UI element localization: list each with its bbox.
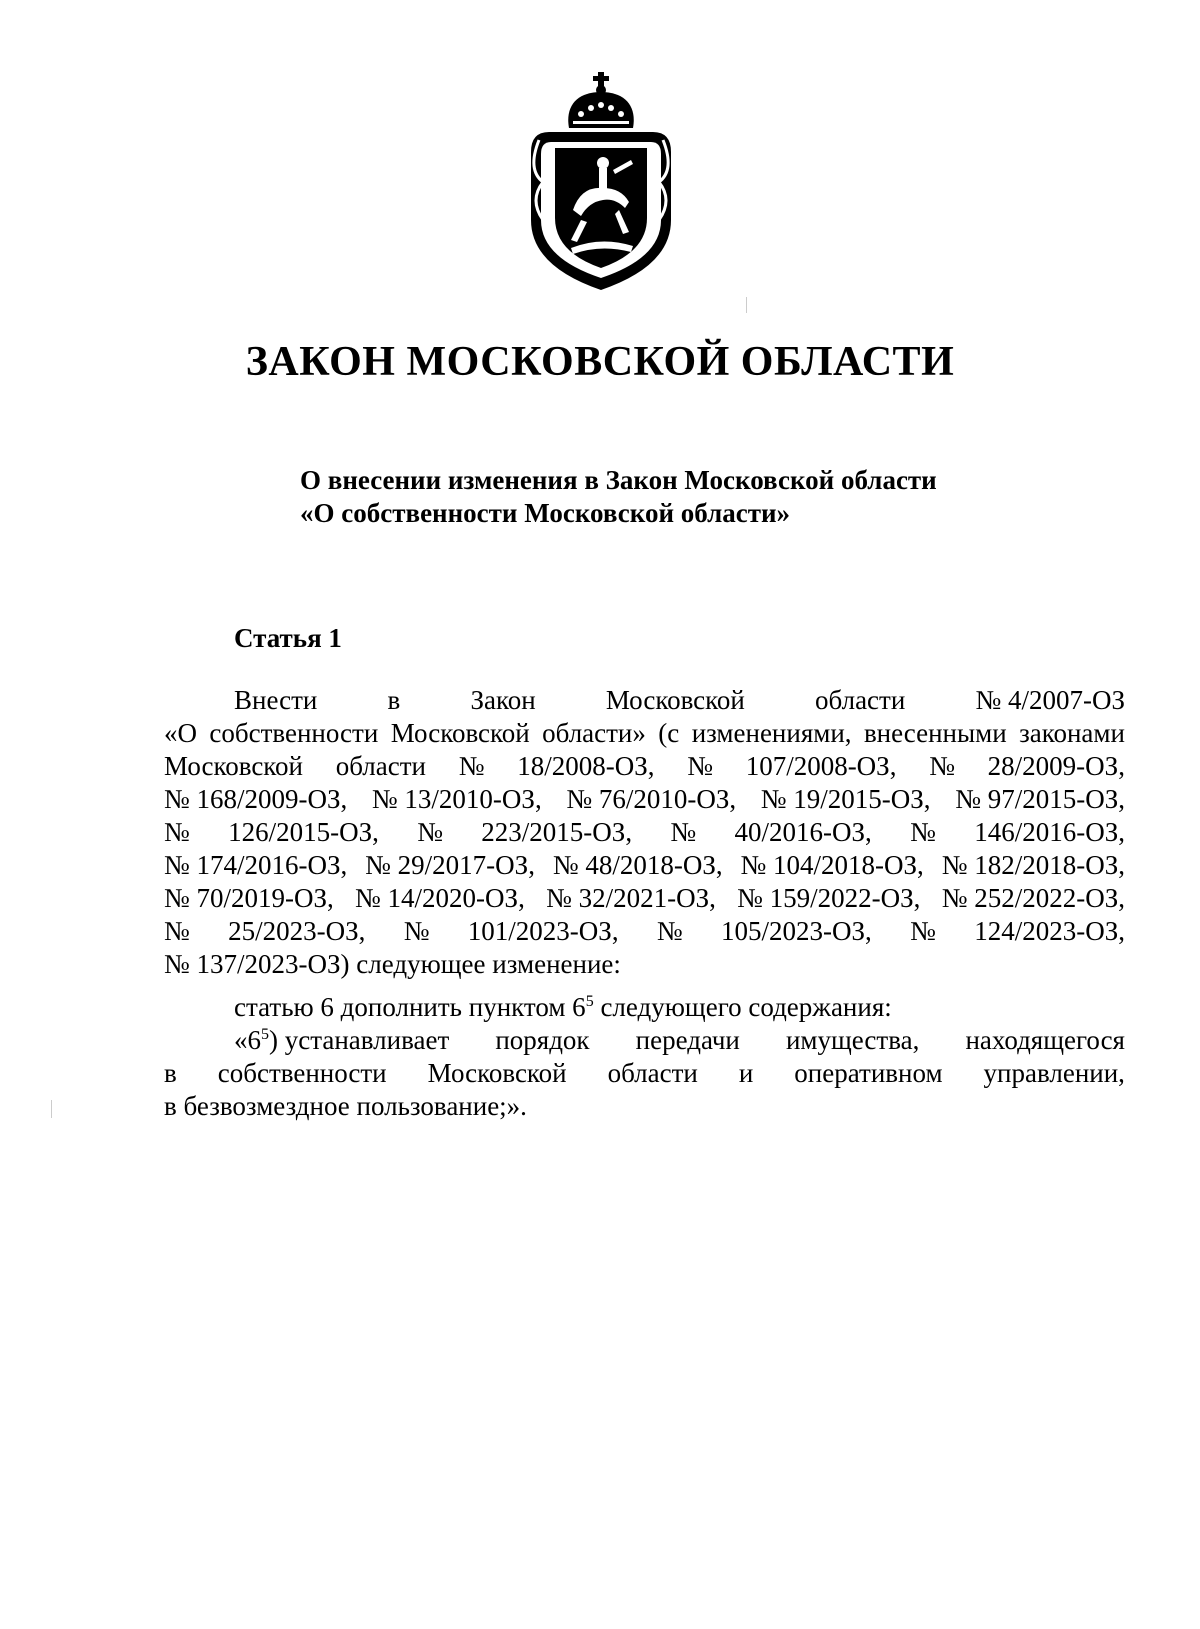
word: Московской — [164, 751, 304, 781]
word: № 29/2017-ОЗ, — [365, 850, 535, 880]
word: № 4/2007-ОЗ — [975, 685, 1125, 715]
word: 28/2009-ОЗ, — [987, 751, 1125, 781]
word: находящегося — [965, 1025, 1125, 1055]
text-line — [164, 750, 1125, 783]
word: управлении, — [983, 1058, 1125, 1088]
word: № 70/2019-ОЗ, — [164, 883, 334, 913]
text-line — [164, 717, 1125, 750]
subtitle-line: О внесении изменения в Закон Московской области — [300, 465, 937, 495]
article-paragraph — [164, 684, 1125, 981]
word: 146/2016-ОЗ, — [974, 817, 1125, 847]
word: Внести — [234, 685, 318, 715]
word: оперативном — [794, 1058, 943, 1088]
word: области — [815, 685, 906, 715]
law-subtitle — [300, 464, 937, 530]
word: 25/2023-ОЗ, — [228, 916, 366, 946]
document-title: ЗАКОН МОСКОВСКОЙ ОБЛАСТИ — [245, 339, 955, 385]
word: Московской — [605, 685, 745, 715]
word: № 168/2009-ОЗ, — [164, 784, 348, 814]
word: № — [910, 916, 936, 946]
article-heading: Статья 1 — [234, 623, 342, 653]
text-line — [164, 849, 1125, 882]
text-run: ) устанавливает — [269, 1025, 450, 1055]
text-line — [164, 1024, 1125, 1057]
text-line — [164, 882, 1125, 915]
word: № — [929, 751, 955, 781]
word: № 97/2015-ОЗ, — [955, 784, 1125, 814]
word: № 159/2022-ОЗ, — [737, 883, 921, 913]
word: области» — [542, 718, 646, 748]
word: № 19/2015-ОЗ, — [760, 784, 931, 814]
word: № — [687, 751, 713, 781]
text-line: № 137/2023-ОЗ) следующее изменение: — [164, 949, 621, 979]
word: имущества, — [785, 1025, 920, 1055]
word: внесенными — [863, 718, 1007, 748]
word: (с — [658, 718, 680, 748]
word: № — [164, 817, 190, 847]
text-line: в безвозмездное пользование;». — [164, 1091, 527, 1121]
word: в — [387, 685, 401, 715]
text-run: «6 — [234, 1025, 261, 1055]
text-line — [164, 1057, 1125, 1090]
word: 105/2023-ОЗ, — [721, 916, 872, 946]
word: и — [738, 1058, 754, 1088]
word: 124/2023-ОЗ, — [974, 916, 1125, 946]
superscript: 5 — [585, 993, 594, 1010]
text-line — [164, 783, 1125, 816]
word: № — [656, 916, 683, 946]
word: изменениями, — [691, 718, 852, 748]
word: № 14/2020-ОЗ, — [355, 883, 525, 913]
word: № 182/2018-ОЗ, — [941, 850, 1125, 880]
word: № — [164, 916, 190, 946]
amendment-paragraph — [164, 991, 1125, 1123]
scan-mark — [51, 1100, 52, 1118]
text-line — [164, 991, 1125, 1024]
word: № 174/2016-ОЗ, — [164, 850, 348, 880]
word: Московской — [427, 1058, 567, 1088]
text-line — [164, 816, 1125, 849]
word: № — [910, 817, 936, 847]
word: Московской — [390, 718, 530, 748]
coat-of-arms-emblem — [520, 70, 682, 296]
word: 126/2015-ОЗ, — [228, 817, 379, 847]
word: в — [164, 1058, 177, 1088]
word: законами — [1019, 718, 1125, 748]
word: области — [335, 751, 426, 781]
word: области — [607, 1058, 698, 1088]
word: 40/2016-ОЗ, — [734, 817, 872, 847]
word: 18/2008-ОЗ, — [517, 751, 655, 781]
word: 223/2015-ОЗ, — [481, 817, 633, 847]
subtitle-line: «О собственности Московской области» — [300, 498, 791, 528]
word: № 48/2018-ОЗ, — [552, 850, 723, 880]
text-line — [164, 684, 1125, 717]
word: 107/2008-ОЗ, — [745, 751, 897, 781]
text-line — [164, 915, 1125, 948]
word: № — [417, 817, 443, 847]
word: передачи — [635, 1025, 740, 1055]
scan-mark — [746, 297, 747, 313]
word: № 252/2022-ОЗ, — [941, 883, 1125, 913]
word: № 104/2018-ОЗ, — [740, 850, 924, 880]
word: № — [670, 817, 697, 847]
word: собственности — [209, 718, 379, 748]
word: 101/2023-ОЗ, — [467, 916, 619, 946]
word: «О — [164, 718, 197, 748]
text-run: следующего содержания: — [593, 992, 892, 1022]
word: № — [403, 916, 430, 946]
word: собственности — [217, 1058, 387, 1088]
word: порядок — [495, 1025, 590, 1055]
word: № 13/2010-ОЗ, — [371, 784, 542, 814]
word — [234, 1024, 449, 1057]
word: Закон — [470, 685, 536, 715]
superscript: 5 — [261, 1026, 269, 1043]
text-run: статью 6 дополнить пунктом 6 — [234, 992, 586, 1022]
word: № 76/2010-ОЗ, — [566, 784, 737, 814]
word: № 32/2021-ОЗ, — [546, 883, 716, 913]
word: № — [458, 751, 485, 781]
